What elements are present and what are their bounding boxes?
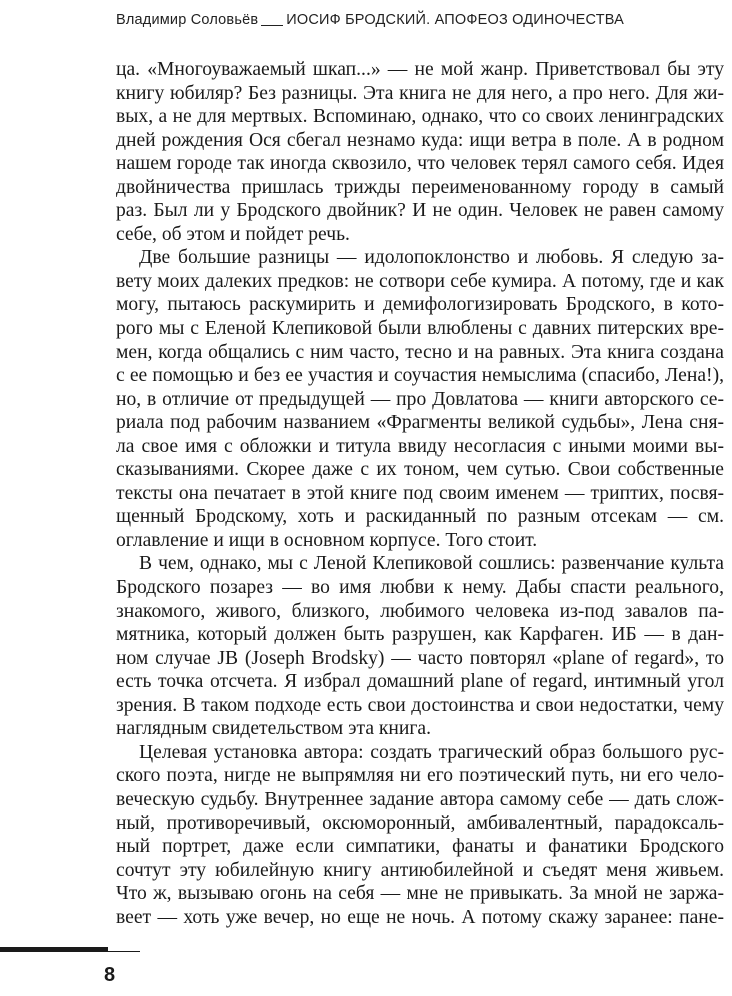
running-head-title: ИОСИФ БРОДСКИЙ. АПОФЕОЗ ОДИНОЧЕСТВА	[286, 12, 625, 28]
body-text	[116, 58, 724, 929]
text-line: ца. «Многоуважаемый шкап...» — не мой жанр. Приветствовал бы эту	[116, 59, 724, 80]
text-line: щенный Бродскому, хоть и раскиданный по разным отсекам — см.	[116, 506, 724, 528]
text-line: Две большие разницы — идолопоклонство и любовь. Я следую за-	[139, 247, 724, 269]
running-head-separator	[261, 25, 283, 26]
text-line: с ее помощью и без ее участия и соучастия немыслима (спасибо, Лена!),	[116, 365, 724, 387]
text-line: рого мы с Еленой Клепиковой были влюблены с давних питерских вре-	[116, 318, 724, 340]
running-head	[116, 12, 624, 28]
text-line: зрения. В таком подходе есть свои достоинства и свои недостатки, чему	[116, 694, 724, 716]
text-line: знакомого, живого, близкого, любимого человека из-под завалов па-	[116, 600, 724, 622]
paragraph	[116, 246, 724, 552]
text-line: Целевая установка автора: создать трагический образ большого рус-	[139, 741, 724, 763]
footer-rule	[0, 947, 108, 952]
text-line: книгу юбиляр? Без разницы. Эта книга не для него, а про него. Для жи-	[116, 82, 724, 104]
text-line: ный, противоречивый, оксюморонный, амбивалентный, парадоксаль-	[116, 812, 724, 834]
text-line: ского поэта, нигде не выпрямляя ни его поэтический путь, ни его чело-	[116, 765, 724, 787]
footer-rule-thin	[108, 951, 140, 952]
paragraph	[116, 552, 724, 740]
text-line: сказываниями. Скорее даже с их тоном, чем сутью. Свои собственные	[116, 459, 724, 481]
text-line: но, в отличие от предыдущей — про Довлатова — книги авторского се-	[116, 388, 724, 410]
text-line: раз. Был ли у Бродского двойник? И не один. Человек не равен самому	[116, 200, 724, 222]
text-line: сочтут эту юбилейную книгу антиюбилейной и съедят меня живьем.	[116, 859, 724, 881]
text-line: мятника, который должен быть разрушен, как Карфаген. ИБ — в дан-	[116, 624, 724, 646]
text-line: дней рождения Ося сбегал незнамо куда: ищи ветра в поле. А в родном	[116, 129, 724, 151]
text-line: Бродского позарез — во имя любви к нему. Дабы спасти реального,	[116, 577, 724, 599]
running-head-author: Владимир Соловьёв	[116, 12, 259, 28]
text-line: оглавление и ищи в основном корпусе. Того стоит.	[116, 529, 538, 551]
text-line: риала под рабочим названием «Фрагменты великой судьбы», Лена сня-	[116, 412, 724, 434]
text-line: тексты она печатает в этой книге под своим именем — триптих, посвя-	[116, 482, 724, 504]
text-line: себе, об этом и пойдет речь.	[116, 223, 350, 245]
paragraph	[116, 741, 724, 929]
text-line: мен, когда общались с ним часто, тесно и на равных. Эта книга создана	[116, 341, 724, 363]
text-line: вых, а не для мертвых. Вспоминаю, однако, что со своих ленинградских	[116, 106, 724, 128]
text-line: могу, пытаюсь раскумирить и демифологизировать Бродского, в кото-	[116, 294, 724, 316]
text-line: наглядным свидетельством эта книга.	[116, 718, 432, 740]
page-number: 8	[104, 964, 116, 986]
text-line: ла свое имя с обложки и титула ввиду несогласия с иными моими вы-	[116, 435, 724, 457]
text-line: веческую судьбу. Внутреннее задание автора самому себе — дать слож-	[116, 788, 724, 810]
text-line: нашем городе так иногда сквозило, что человек терял самого себя. Идея	[116, 153, 724, 175]
text-line: двойничества пришлась трижды переименованному городу в самый	[116, 176, 724, 198]
text-line: ном случае JB (Joseph Brodsky) — часто повторял «plane of regard», то	[116, 647, 724, 669]
text-line: Что ж, вызываю огонь на себя — мне не привыкать. За мной не заржа-	[116, 883, 724, 905]
text-line: ный портрет, даже если симпатики, фанаты и фанатики Бродского	[116, 836, 724, 858]
text-line: вету моих далеких предков: не сотвори себе кумира. А потому, где и как	[116, 270, 724, 292]
paragraph	[116, 58, 724, 246]
text-line: В чем, однако, мы с Леной Клепиковой сошлись: развенчание культа	[139, 553, 724, 575]
text-line: есть точка отсчета. Я избрал домашний plane of regard, интимный угол	[116, 671, 724, 693]
text-line: веет — хоть уже вечер, но еще не ночь. А потому скажу заранее: пане-	[116, 906, 724, 928]
